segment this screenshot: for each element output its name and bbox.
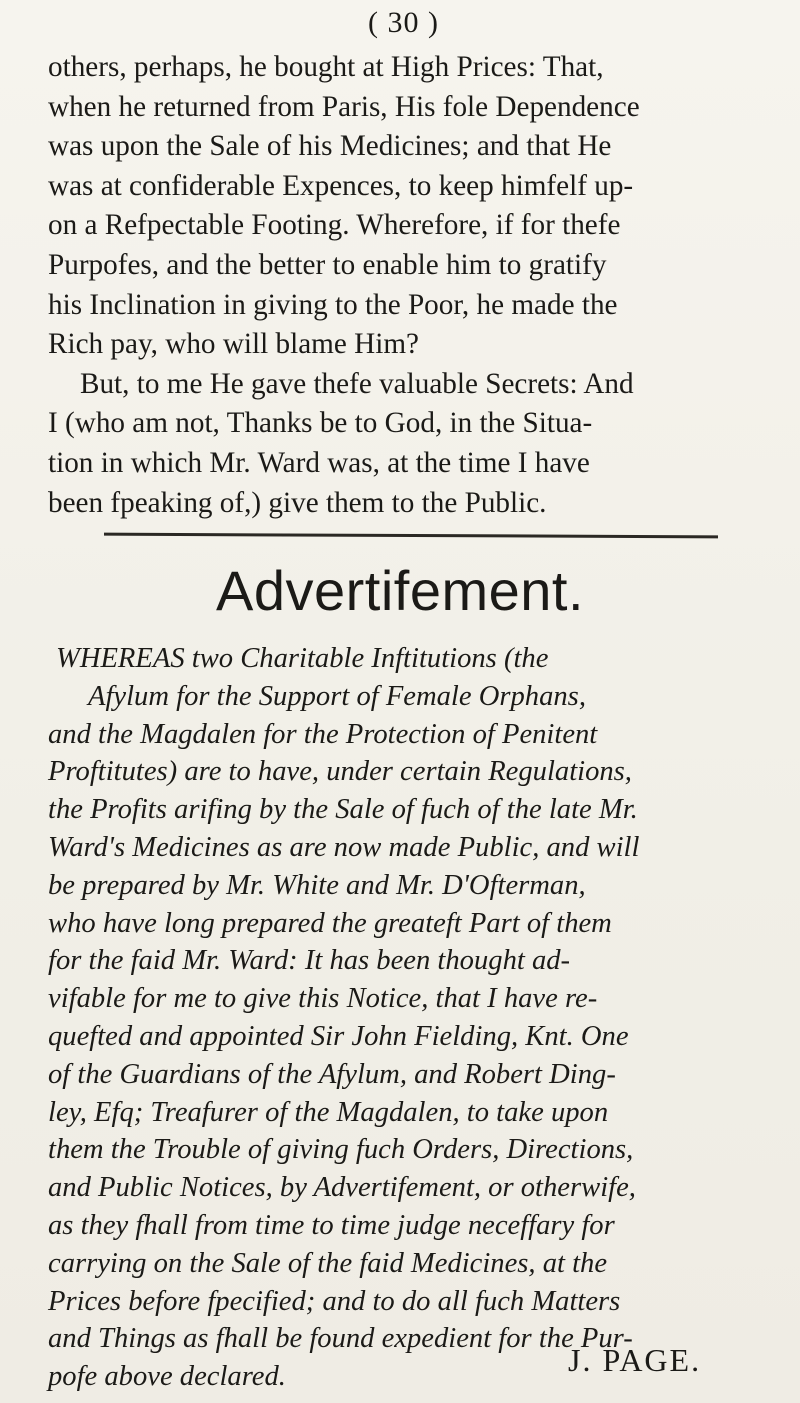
body-line: Rich pay, who will blame Him?	[48, 328, 419, 361]
page-number: ( 30 )	[368, 6, 439, 39]
notice-line: and the Magdalen for the Protection of Penitent	[48, 718, 598, 750]
notice-line: the Profits arifing by the Sale of fuch of the late Mr.	[48, 794, 638, 826]
notice-line: them the Trouble of giving fuch Orders, Directions,	[48, 1134, 634, 1166]
signature-name: J. PAGE.	[568, 1342, 702, 1378]
body-line: But, to me He gave thefe valuable Secrets: And	[80, 367, 634, 400]
body-line: on a Refpectable Footing. Wherefore, if for thefe	[48, 209, 621, 242]
notice-line: as they fhall from time to time judge neceffary for	[48, 1209, 615, 1241]
notice-line: pofe above declared.	[48, 1361, 286, 1393]
notice-line: and Public Notices, by Advertifement, or otherwife,	[48, 1172, 636, 1204]
notice-line: who have long prepared the greateft Part of them	[48, 907, 612, 939]
notice-line: Proftitutes) are to have, under certain Regulations,	[48, 756, 632, 788]
body-line: when he returned from Paris, His fole Dependence	[48, 90, 640, 123]
advertisement-heading: Advertifement.	[215, 559, 585, 622]
notice-line: quefted and appointed Sir John Fielding, Knt. One	[48, 1020, 629, 1052]
notice-paragraph	[48, 640, 770, 1396]
body-line: others, perhaps, he bought at High Prices: That,	[48, 51, 604, 83]
notice-line: of the Guardians of the Afylum, and Robert Ding-	[48, 1058, 616, 1090]
notice-line: vifable for me to give this Notice, that I have re-	[48, 983, 598, 1015]
body-line: was at confiderable Expences, to keep himfelf up-	[48, 169, 634, 202]
notice-line: Prices before fpecified; and to do all fuch Matters	[48, 1285, 621, 1317]
notice-line: Ward's Medicines as are now made Public, and will	[48, 831, 640, 863]
section-divider	[104, 533, 718, 539]
notice-line: for the faid Mr. Ward: It has been thought ad-	[48, 945, 571, 977]
body-line: tion in which Mr. Ward was, at the time I have	[48, 446, 590, 479]
body-paragraphs	[48, 48, 770, 523]
notice-line: carrying on the Sale of the faid Medicines, at the	[48, 1247, 608, 1279]
notice-line: Afylum for the Support of Female Orphans,	[88, 680, 586, 712]
notice-line: ley, Efq; Treafurer of the Magdalen, to take upon	[48, 1096, 609, 1128]
notice-line: and Things as fhall be found expedient for the Pur-	[48, 1323, 633, 1355]
body-line: his Inclination in giving to the Poor, he made the	[48, 288, 618, 321]
body-line: Purpofes, and the better to enable him to gratify	[48, 248, 607, 281]
notice-line: WHEREAS two Charitable Inftitutions (the	[56, 643, 549, 674]
body-line: I (who am not, Thanks be to God, in the Situa-	[48, 407, 593, 440]
notice-line: be prepared by Mr. White and Mr. D'Ofterman,	[48, 869, 586, 901]
body-line: been fpeaking of,) give them to the Public.	[48, 486, 547, 519]
body-line: was upon the Sale of his Medicines; and that He	[48, 130, 612, 163]
